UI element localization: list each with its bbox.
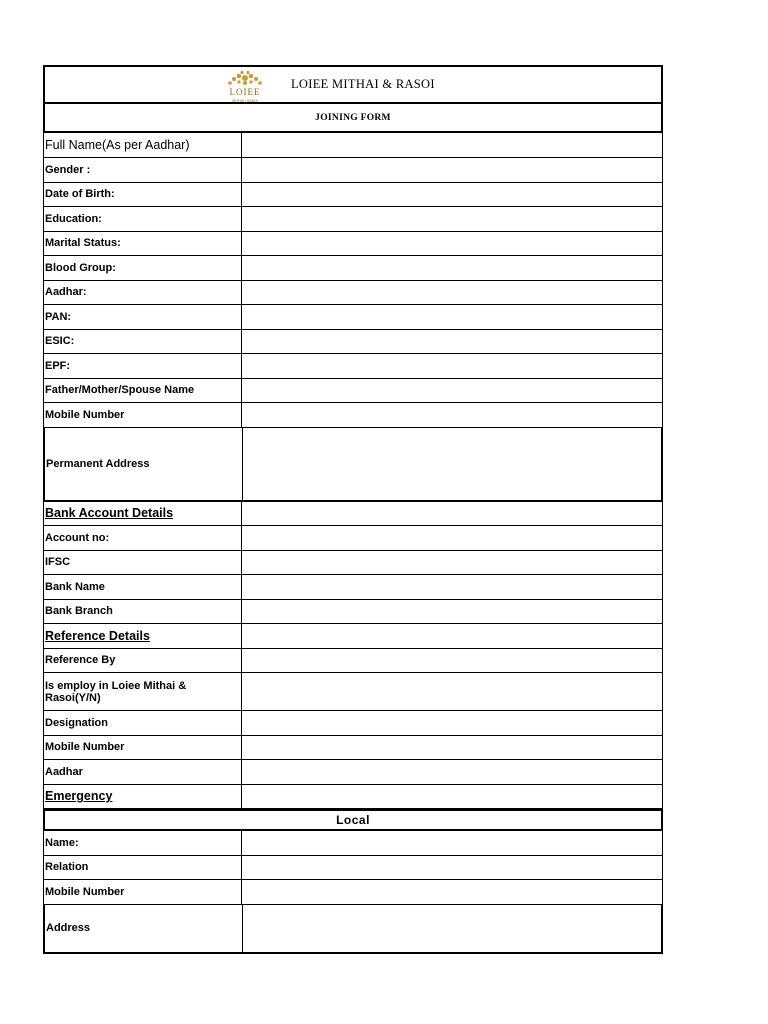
field-label: Father/Mother/Spouse Name xyxy=(44,379,242,403)
field-input[interactable] xyxy=(242,379,662,403)
field-label: Address xyxy=(45,905,243,952)
field-row-aadhar xyxy=(43,281,663,306)
field-row-epf xyxy=(43,354,663,379)
field-label: Permanent Address xyxy=(45,428,243,500)
field-row-reference-by xyxy=(43,649,663,674)
field-input[interactable] xyxy=(242,133,662,157)
field-input[interactable] xyxy=(242,256,662,280)
company-name: LOIEE MITHAI & RASOI xyxy=(291,77,435,91)
section-heading-blank xyxy=(242,624,662,648)
field-row-mobile-number xyxy=(43,403,663,428)
logo-text: LOIEE xyxy=(229,87,261,97)
field-input[interactable] xyxy=(242,736,662,760)
section-heading: Bank Account Details xyxy=(44,502,242,526)
field-row-account-no xyxy=(43,526,663,551)
field-label: Name: xyxy=(44,831,242,855)
field-row-reference-mobile xyxy=(43,736,663,761)
field-row-permanent-address xyxy=(43,428,663,502)
field-input[interactable] xyxy=(242,760,662,784)
field-input[interactable] xyxy=(242,526,662,550)
field-label: Blood Group: xyxy=(44,256,242,280)
field-row-reference-aadhar xyxy=(43,760,663,785)
field-row-emergency-mobile xyxy=(43,880,663,905)
field-label: Aadhar xyxy=(44,760,242,784)
form-title: JOINING FORM xyxy=(43,104,663,133)
field-label: Reference By xyxy=(44,649,242,673)
field-input[interactable] xyxy=(242,281,662,305)
logo-subtext: MITHAI | RASOI xyxy=(232,99,258,103)
reference-section-heading-row xyxy=(43,624,663,649)
field-row-gender xyxy=(43,158,663,183)
section-heading: Emergency xyxy=(44,785,242,809)
field-label: Mobile Number xyxy=(44,880,242,904)
field-label: Mobile Number xyxy=(44,736,242,760)
section-heading-blank xyxy=(242,502,662,526)
field-row-marital-status xyxy=(43,232,663,257)
field-row-blood-group xyxy=(43,256,663,281)
field-row-emergency-address xyxy=(43,905,663,954)
field-row-esic xyxy=(43,330,663,355)
field-input[interactable] xyxy=(242,575,662,599)
field-input[interactable] xyxy=(243,905,661,952)
bank-section-heading-row xyxy=(43,502,663,527)
field-input[interactable] xyxy=(242,711,662,735)
field-row-designation xyxy=(43,711,663,736)
field-label: Full Name(As per Aadhar) xyxy=(44,133,242,157)
field-input[interactable] xyxy=(242,207,662,231)
company-logo xyxy=(215,70,275,104)
joining-form xyxy=(43,65,663,954)
field-input[interactable] xyxy=(242,305,662,329)
field-label: Relation xyxy=(44,856,242,880)
field-input[interactable] xyxy=(242,183,662,207)
field-row-education xyxy=(43,207,663,232)
field-label: Is employ in Loiee Mithai & Rasoi(Y/N) xyxy=(44,673,242,710)
field-label: Designation xyxy=(44,711,242,735)
field-row-emergency-name xyxy=(43,831,663,856)
field-row-full-name xyxy=(43,133,663,158)
field-label: Bank Name xyxy=(44,575,242,599)
field-label: Marital Status: xyxy=(44,232,242,256)
field-input[interactable] xyxy=(242,232,662,256)
field-row-ifsc xyxy=(43,551,663,576)
field-input[interactable] xyxy=(242,403,662,427)
field-row-guardian-name xyxy=(43,379,663,404)
field-label: ESIC: xyxy=(44,330,242,354)
field-input[interactable] xyxy=(242,600,662,624)
field-label: Gender : xyxy=(44,158,242,182)
field-label: Date of Birth: xyxy=(44,183,242,207)
form-header xyxy=(43,65,663,104)
field-label: Account no: xyxy=(44,526,242,550)
field-input[interactable] xyxy=(242,673,662,710)
field-input[interactable] xyxy=(243,428,661,500)
field-input[interactable] xyxy=(242,330,662,354)
field-label: EPF: xyxy=(44,354,242,378)
field-row-is-employed xyxy=(43,673,663,711)
field-row-bank-branch xyxy=(43,600,663,625)
local-subheading: Local xyxy=(43,809,663,831)
section-heading-blank xyxy=(242,785,662,809)
field-input[interactable] xyxy=(242,831,662,855)
field-input[interactable] xyxy=(242,354,662,378)
field-input[interactable] xyxy=(242,158,662,182)
field-label: Education: xyxy=(44,207,242,231)
field-input[interactable] xyxy=(242,551,662,575)
field-label: Mobile Number xyxy=(44,403,242,427)
field-row-pan xyxy=(43,305,663,330)
emergency-section-heading-row xyxy=(43,785,663,810)
field-row-date-of-birth xyxy=(43,183,663,208)
section-heading: Reference Details xyxy=(44,624,242,648)
field-row-bank-name xyxy=(43,575,663,600)
field-input[interactable] xyxy=(242,649,662,673)
field-label: PAN: xyxy=(44,305,242,329)
field-label: IFSC xyxy=(44,551,242,575)
field-label: Aadhar: xyxy=(44,281,242,305)
field-label: Bank Branch xyxy=(44,600,242,624)
field-input[interactable] xyxy=(242,880,662,904)
field-row-emergency-relation xyxy=(43,856,663,881)
field-input[interactable] xyxy=(242,856,662,880)
